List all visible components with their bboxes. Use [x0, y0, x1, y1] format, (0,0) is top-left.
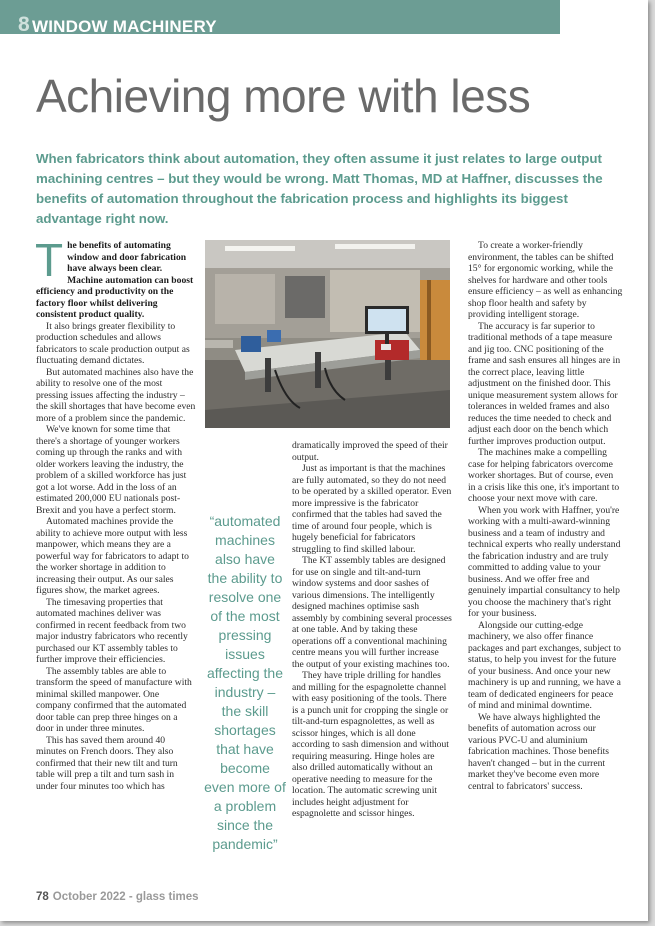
section-banner [0, 0, 560, 34]
article-headline: Achieving more with less [36, 70, 531, 122]
body-paragraph: Alongside our cutting-edge machinery, we also offer finance packages and part exchanges, subject to status, to help you invest for the future of your business. And once your new machinery is up and running, we have a team of dedicated engineers for peace of mind and minimal downtime. [468, 619, 621, 711]
article-column-3 [468, 240, 623, 792]
body-paragraph: The assembly tables are able to transform the speed of manufacture with minimal skilled manpower. One company confirmed that the automated door table can prep three hinges on a door in under three minutes. [36, 665, 192, 734]
body-paragraph: The KT assembly tables are designed for use on single and tilt-and-turn window systems and door sashes of various dimensions. The intelligently designed machines optimise sash assembly by combining several processes at one table. And by taking these operations off a conventional machining centre means you will further increase the output of your existing machines too. [292, 555, 452, 670]
body-paragraph: The machines make a compelling case for helping fabricators overcome worker shortages. But of course, even in a crisis like this one, it's important to choose your next move with care. [468, 447, 620, 504]
factory-machine-photo [205, 240, 450, 428]
lead-text: he benefits of automating window and door fabrication have always been clear. Machine automation can boost efficiency and productivity on the factory floor whilst delivering consistent product quality. [36, 240, 194, 320]
banner-page-glyph: 8 [18, 13, 30, 36]
article-column-1 [35, 234, 196, 792]
drop-cap: T [35, 234, 64, 286]
lead-paragraph [35, 234, 196, 321]
footer-page-number: 78 [36, 891, 49, 903]
body-paragraph: We have always highlighted the benefits of automation across our various PVC-U and aluminium fabrication machines. Those benefits haven't changed – but in the current market they've become even more central to fabricators' success. [468, 711, 610, 792]
body-paragraph: Just as important is that the machines are fully automated, so they do not need to be operated by a skilled operator. Even more impressive is the fabricator confirmed that the tables had saved the time of around four people, which is hugely beneficial for fabricators struggling to find skilled labour. [292, 463, 452, 555]
footer-issue: October 2022 - glass times [52, 891, 199, 903]
body-paragraph: But automated machines also have the ability to resolve one of the most pressing issues affecting the industry – the skill shortages that have become even more of a problem since the pandemic. [36, 366, 196, 424]
body-paragraph: It also brings greater flexibility to production schedules and allows fabricators to scale production output as fluctuating demand dictates. [36, 320, 190, 366]
page-footer [36, 891, 199, 903]
article-column-2 [292, 440, 452, 820]
article-standfirst: When fabricators think about automation, they often assume it just relates to large output machining centres – but they would be wrong. Matt Thomas, MD at Haffner, discusses the benefits of automation throughout the fabrication process and highlights its biggest advantage right now. [36, 151, 603, 226]
body-paragraph: The accuracy is far superior to traditional methods of a tape measure and jig too. CNC positioning of the frame and sash ensures all hinges are in the correct place, leaving little adjustment on the finished door. This unique measurement system allows for tolerances in welded frames and also reduces the time needed to check and adjust each door on the bench which further improves production output. [468, 320, 621, 447]
body-paragraph: We've known for some time that there's a shortage of younger workers coming up through the ranks and with older workers leaving the industry, the problem of a skilled workforce has just got a lot worse. Add in the loss of an estimated 200,000 EU nationals post-Brexit and you have a perfect storm. [36, 424, 187, 516]
pull-quote: “automated machines also have the ability to resolve one of the most pressing issues affecting the industry – the skill shortages that have become even more of a problem since the pandemic” [204, 513, 286, 852]
body-paragraph: dramatically improved the speed of their output. [292, 440, 448, 463]
machine-photo-illustration [205, 240, 450, 428]
body-paragraph: To create a worker-friendly environment, the tables can be shifted 15° for ergonomic working, while the shelves for hardware and other tools ensure efficiency – as well as enhancing shop floor health and safety by providing intelligent storage. [468, 240, 623, 320]
section-title: WINDOW MACHINERY [32, 17, 217, 36]
body-paragraph: Automated machines provide the ability to achieve more output with less manpower, which means they are a powerful way for fabricators to adapt to the worker shortage in addition to increasing their output. As our sales figures show, the market agrees. [36, 516, 189, 596]
body-paragraph: The timesaving properties that automated machines deliver was confirmed in recent feedback from two major industry fabricators who recently purchased our KT assembly tables to further improve their efficiencies. [36, 596, 188, 665]
body-paragraph: This has saved them around 40 minutes on French doors. They also confirmed that their new tilt and turn table will prep a tilt and turn sash in under four minutes too which has [36, 734, 178, 792]
body-paragraph: When you work with Haffner, you're working with a multi-award-winning business and a team of industry and technical experts who really understand the fabrication industry and are truly committed to adding value to your business. And we offer free and genuinely impartial consultancy to help you choose the machinery that's right for your business. [468, 504, 621, 619]
body-paragraph: They have triple drilling for handles and milling for the espagnolette channel with easy positioning of the tools. There is a punch unit for cropping the single or tilt-and-turn espagnolettes, as well as scissor hinges, which is all done according to sash dimension and without requiring measuring. Hinge holes are also drilled automatically without an operative needing to measure for the location. The automatic screwing unit includes height adjustment for espagnolette and scissor hinges. [292, 670, 449, 819]
